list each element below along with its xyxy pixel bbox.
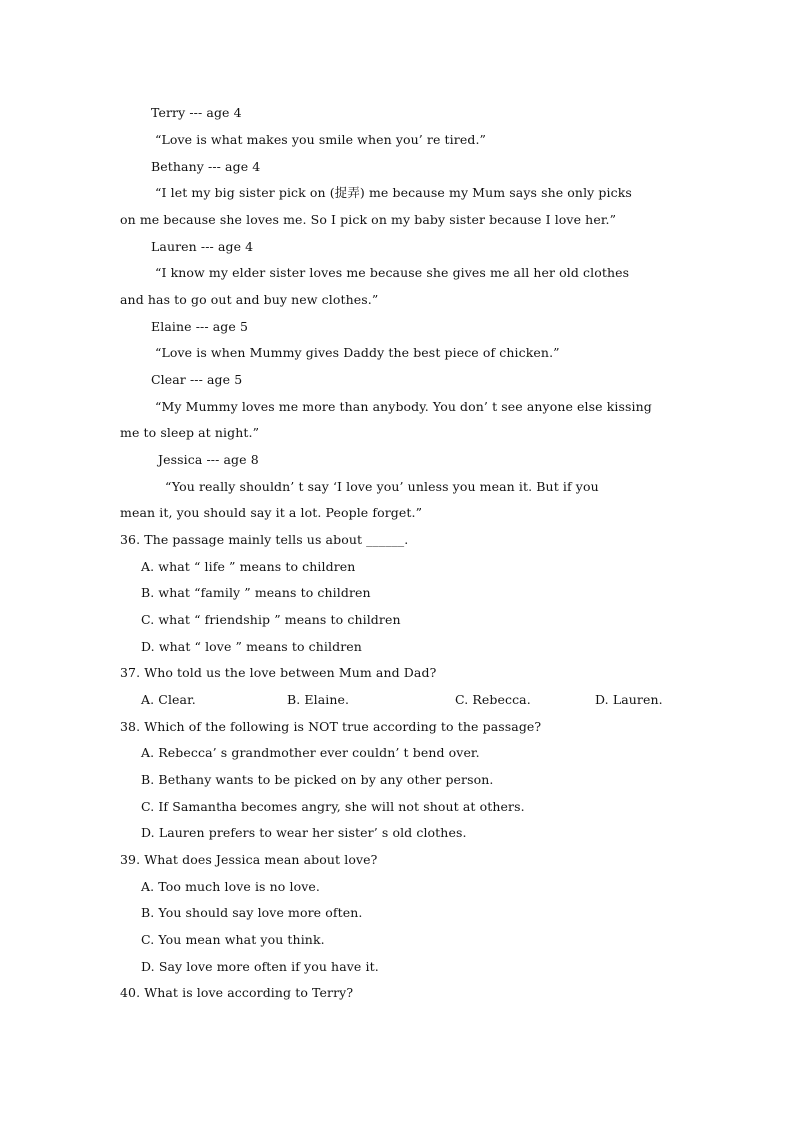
quote-text-jessica-line1: “You really shouldn’ t say ‘I love you’ unless you mean it. But if you — [165, 479, 599, 494]
quote-name-elaine: Elaine --- age 5 — [151, 319, 249, 334]
question-39-option-b: B. You should say love more often. — [141, 905, 363, 920]
question-36-option-c: C. what “ friendship ” means to children — [141, 612, 401, 627]
question-39-option-d: D. Say love more often if you have it. — [141, 959, 379, 974]
question-39-option-c: C. You mean what you think. — [141, 932, 325, 947]
quote-text-lauren-line1: “I know my elder sister loves me because she gives me all her old clothes — [155, 265, 630, 280]
question-37-option-d: D. Lauren. — [595, 692, 663, 707]
question-36-option-a: A. what “ life ” means to children — [141, 559, 356, 574]
question-37-option-c: C. Rebecca. — [455, 692, 531, 707]
quote-name-jessica: Jessica --- age 8 — [158, 452, 259, 467]
quote-text-terry: “Love is what makes you smile when you’ re tired.” — [155, 132, 487, 147]
quote-name-bethany: Bethany --- age 4 — [151, 159, 261, 174]
quote-name-lauren: Lauren --- age 4 — [151, 239, 254, 254]
question-37-stem: 37. Who told us the love between Mum and Dad? — [120, 665, 437, 680]
question-36-stem: 36. The passage mainly tells us about ______. — [120, 532, 409, 547]
quote-text-jessica-line2: mean it, you should say it a lot. People forget.” — [120, 505, 423, 520]
question-36-option-d: D. what “ love ” means to children — [141, 639, 362, 654]
quote-text-bethany-line2: on me because she loves me. So I pick on my baby sister because I love her.” — [120, 212, 617, 227]
question-38-stem: 38. Which of the following is NOT true according to the passage? — [120, 719, 542, 734]
quote-text-elaine: “Love is when Mummy gives Daddy the best piece of chicken.” — [155, 345, 560, 360]
question-36-option-b: B. what “family ” means to children — [141, 585, 371, 600]
question-38-option-c: C. If Samantha becomes angry, she will not shout at others. — [141, 799, 525, 814]
quote-text-clear-line1: “My Mummy loves me more than anybody. You don’ t see anyone else kissing — [155, 399, 652, 414]
question-38-option-d: D. Lauren prefers to wear her sister’ s old clothes. — [141, 825, 467, 840]
quote-name-clear: Clear --- age 5 — [151, 372, 243, 387]
question-37-option-a: A. Clear. — [141, 692, 196, 707]
question-38-option-a: A. Rebecca’ s grandmother ever couldn’ t bend over. — [141, 745, 480, 760]
question-39-option-a: A. Too much love is no love. — [141, 879, 320, 894]
question-37-option-b: B. Elaine. — [287, 692, 350, 707]
quote-text-clear-line2: me to sleep at night.” — [120, 425, 260, 440]
quote-name-terry: Terry --- age 4 — [151, 105, 242, 120]
question-38-option-b: B. Bethany wants to be picked on by any other person. — [141, 772, 494, 787]
question-40-stem: 40. What is love according to Terry? — [120, 985, 354, 1000]
quote-text-bethany-line1: “I let my big sister pick on (捉弄) me because my Mum says she only picks — [155, 185, 632, 200]
question-39-stem: 39. What does Jessica mean about love? — [120, 852, 378, 867]
quote-text-lauren-line2: and has to go out and buy new clothes.” — [120, 292, 379, 307]
